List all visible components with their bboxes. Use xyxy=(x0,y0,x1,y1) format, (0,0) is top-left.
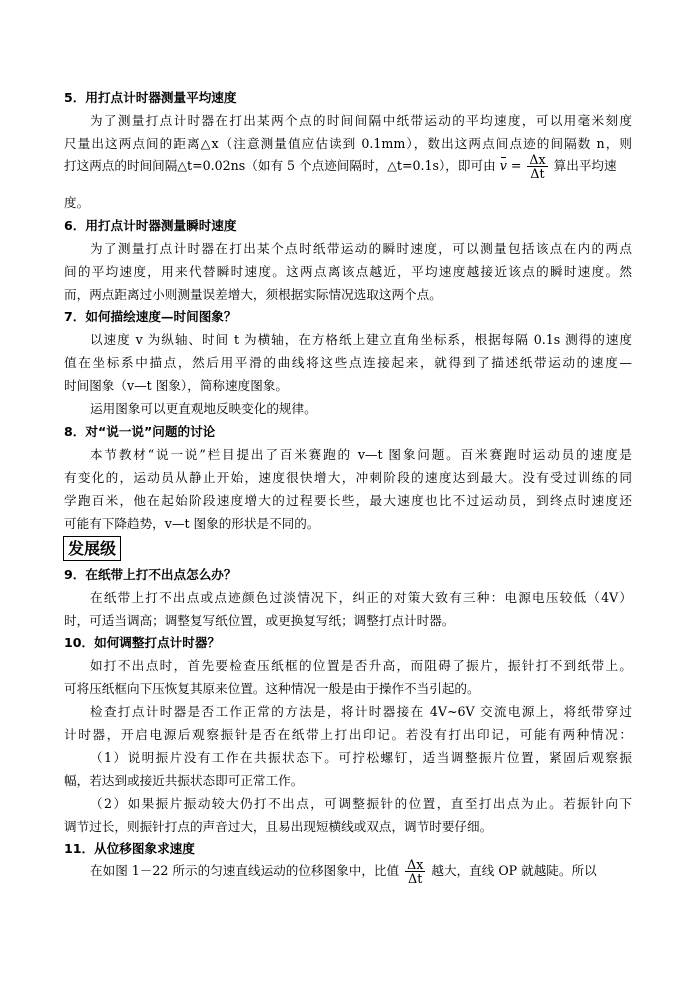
fraction-numerator-2: Δx xyxy=(407,857,424,872)
section-8-line-3: 学跑百米，他在起始阶段速度增大的过程要长些，最大速度也比不过运动员，到终点时速度还 xyxy=(64,493,632,508)
fraction-numerator: Δx xyxy=(529,152,546,167)
fraction-denominator-2: Δt xyxy=(408,871,423,887)
section-7-line-1: 以速度 v 为纵轴、时间 t 为横轴，在方格纸上建立直角坐标系，根据每隔 0.1s 测得的速度 xyxy=(90,332,632,347)
section-10-line-1: 如打不出点时，首先要检查压纸框的位置是否升高，而阻碍了振片，振针打不到纸带上。 xyxy=(90,658,632,673)
section-9-line-1: 在纸带上打不出点或点迹颜色过淡情况下，纠正的对策大致有三种：电源电压较低（4V） xyxy=(90,590,632,605)
equals-sign: = xyxy=(510,158,522,174)
section-10-heading: 10．如何调整打点计时器？ xyxy=(64,635,221,650)
section-8-line-4: 可能有下降趋势，v—t 图象的形状是不同的。 xyxy=(64,516,320,531)
section-11-heading: 11．从位移图象求速度 xyxy=(64,841,195,856)
section-5-line-3 xyxy=(64,153,644,180)
section-8-line-2: 有变化的，运动员从静止开始，速度很快增大，冲刺阶段的速度达到最大。没有受过训练的同 xyxy=(64,470,632,485)
section-5-line-1: 为了测量打点计时器在打出某两个点的时间间隔中纸带运动的平均速度，可以用毫米刻度 xyxy=(90,113,632,128)
section-9-line-2: 时，可适当调高；调整复写纸位置，或更换复写纸；调整打点计时器。 xyxy=(64,613,455,628)
section-8-line-1: 本节教材“说一说”栏目提出了百米赛跑的 v—t 图象问题。百米赛跑时运动员的速度是 xyxy=(90,447,632,462)
average-velocity-symbol: v xyxy=(499,158,507,174)
section-10-line-8: 调节过长，则振针打点的声音过大，且易出现短横线或双点，调节时要仔细。 xyxy=(64,819,493,834)
section-10-line-2: 可将压纸框向下压恢复其原来位置。这种情况一般是由于操作不当引起的。 xyxy=(64,681,480,696)
level-title-box: 发展级 xyxy=(63,536,121,561)
section-10-line-6: 幅，若达到或接近共振状态即可正常工作。 xyxy=(64,773,304,788)
section-5-line-2: 尺量出这两点间的距离△x（注意测量值应估读到 0.1mm），数出这两点间点迹的间隔数 n，则 xyxy=(64,136,632,151)
section-7-line-2: 值在坐标系中描点，然后用平滑的曲线将这些点连接起来，就得到了描述纸带运动的速度— xyxy=(64,355,632,370)
fraction-denominator: Δt xyxy=(530,166,545,182)
section-6-line-1: 为了测量打点计时器在打出某个点时纸带运动的瞬时速度，可以测量包括该点在内的两点 xyxy=(90,241,632,256)
section-11-line-1-text: 在如图 1－22 所示的匀速直线运动的位移图象中，比值 xyxy=(90,863,400,879)
section-5-line-3-end: 算出平均速 xyxy=(553,158,617,174)
section-10-line-7: （2）如果振片振动较大仍打不出点，可调整振针的位置，直至打出点为止。若振针向下 xyxy=(90,796,632,811)
section-11-line-1 xyxy=(90,858,650,885)
section-5-line-4: 度。 xyxy=(64,195,90,210)
section-6-heading: 6．用打点计时器测量瞬时速度 xyxy=(64,218,237,233)
section-6-line-2: 间的平均速度，用来代替瞬时速度。这两点离该点越近，平均速度越接近该点的瞬时速度。然 xyxy=(64,264,632,279)
section-7-heading: 7．如何描绘速度—时间图象？ xyxy=(64,309,237,324)
section-8-heading: 8．对“说一说”问题的讨论 xyxy=(64,424,216,439)
section-7-line-3: 时间图象（v—t 图象），简称速度图象。 xyxy=(64,378,288,393)
section-5-line-3-text: 打这两点的时间间隔△t=0.02ns（如有 5 个点迹间隔时，△t=0.1s），即可由 xyxy=(64,158,496,174)
section-10-line-3: 检查打点计时器是否工作正常的方法是，将计时器接在 4V~6V 交流电源上，将纸带穿过 xyxy=(90,704,632,719)
section-6-line-3: 而，两点距离过小则测量误差增大，须根据实际情况选取这两个点。 xyxy=(64,287,442,302)
section-10-line-5: （1）说明振片没有工作在共振状态下。可拧松螺钉，适当调整振片位置，紧固后观察振 xyxy=(90,750,632,765)
section-10-line-4: 计时器，开启电源后观察振针是否在纸带上打出印记。若没有打出印记，可能有两种情况： xyxy=(64,727,632,742)
section-9-heading: 9．在纸带上打不出点怎么办？ xyxy=(64,567,237,582)
section-5-heading: 5．用打点计时器测量平均速度 xyxy=(64,90,237,105)
fraction-dx-dt-2 xyxy=(405,858,425,885)
section-11-line-1-end: 越大，直线 OP 就越陡。所以 xyxy=(431,863,597,879)
fraction-dx-dt xyxy=(527,153,547,180)
section-7-line-4: 运用图象可以更直观地反映变化的规律。 xyxy=(90,401,317,416)
